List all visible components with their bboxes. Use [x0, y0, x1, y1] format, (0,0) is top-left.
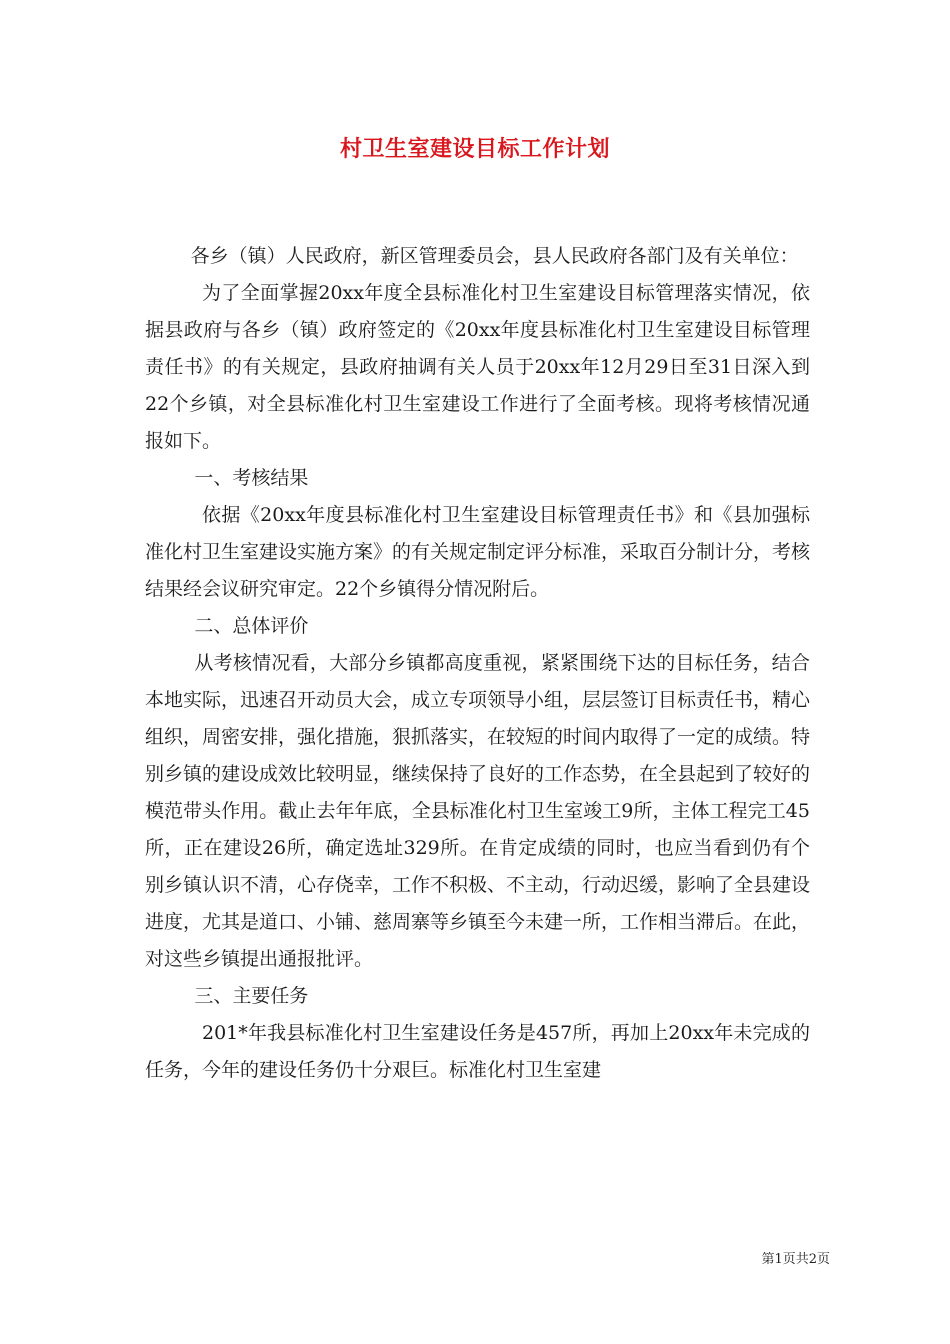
document-title: 村卫生室建设目标工作计划: [339, 136, 610, 162]
evaluation-paragraph: 从考核情况看，大部分乡镇都高度重视，紧紧围绕下达的目标任务，结合本地实际，迅速召开动员大会，成立专项领导小组，层层签订目标责任书，精心组织，周密安排，强化措施，狠抓落实，在较短的时间内取得了一定的成绩。特别乡镇的建设成效比较明显，继续保持了良好的工作态势，在全县起到了较好的模范带头作用。截止去年年底，全县标准化村卫生室竣工9所，主体工程完工45所，正在建设26所，确定选址329所。在肯定成绩的同时，也应当看到仍有个别乡镇认识不清，心存侥幸，工作不积极、不主动，行动迟缓，影响了全县建设进度，尤其是道口、小铺、慈周寨等乡镇至今未建一所，工作相当滞后。在此，对这些乡镇提出通报批评。: [145, 652, 811, 970]
document-body: [145, 238, 810, 1089]
intro-paragraph: 为了全面掌握20xx年度全县标准化村卫生室建设目标管理落实情况，依据县政府与各乡（镇）政府签定的《20xx年度县标准化村卫生室建设目标管理责任书》的有关规定，县政府抽调有关人员于20xx年12月29日至31日深入到22个乡镇，对全县标准化村卫生室建设工作进行了全面考核。现将考核情况通报如下。: [145, 282, 810, 452]
tasks-paragraph: 201*年我县标准化村卫生室建设任务是457所，再加上20xx年未完成的任务，今年的建设任务仍十分艰巨。标准化村卫生室建: [145, 1022, 810, 1081]
page-number: 第1页共2页: [761, 1252, 830, 1267]
results-paragraph: 依据《20xx年度县标准化村卫生室建设目标管理责任书》和《县加强标准化村卫生室建设实施方案》的有关规定制定评分标准，采取百分制计分，考核结果经会议研究审定。22个乡镇得分情况附后。: [145, 504, 811, 600]
section-heading-evaluation: 二、总体评价: [194, 615, 309, 637]
section-heading-tasks: 三、主要任务: [194, 985, 309, 1007]
section-heading-results: 一、考核结果: [194, 467, 309, 489]
salutation-paragraph: 各乡（镇）人民政府，新区管理委员会，县人民政府各部门及有关单位：: [190, 245, 799, 267]
